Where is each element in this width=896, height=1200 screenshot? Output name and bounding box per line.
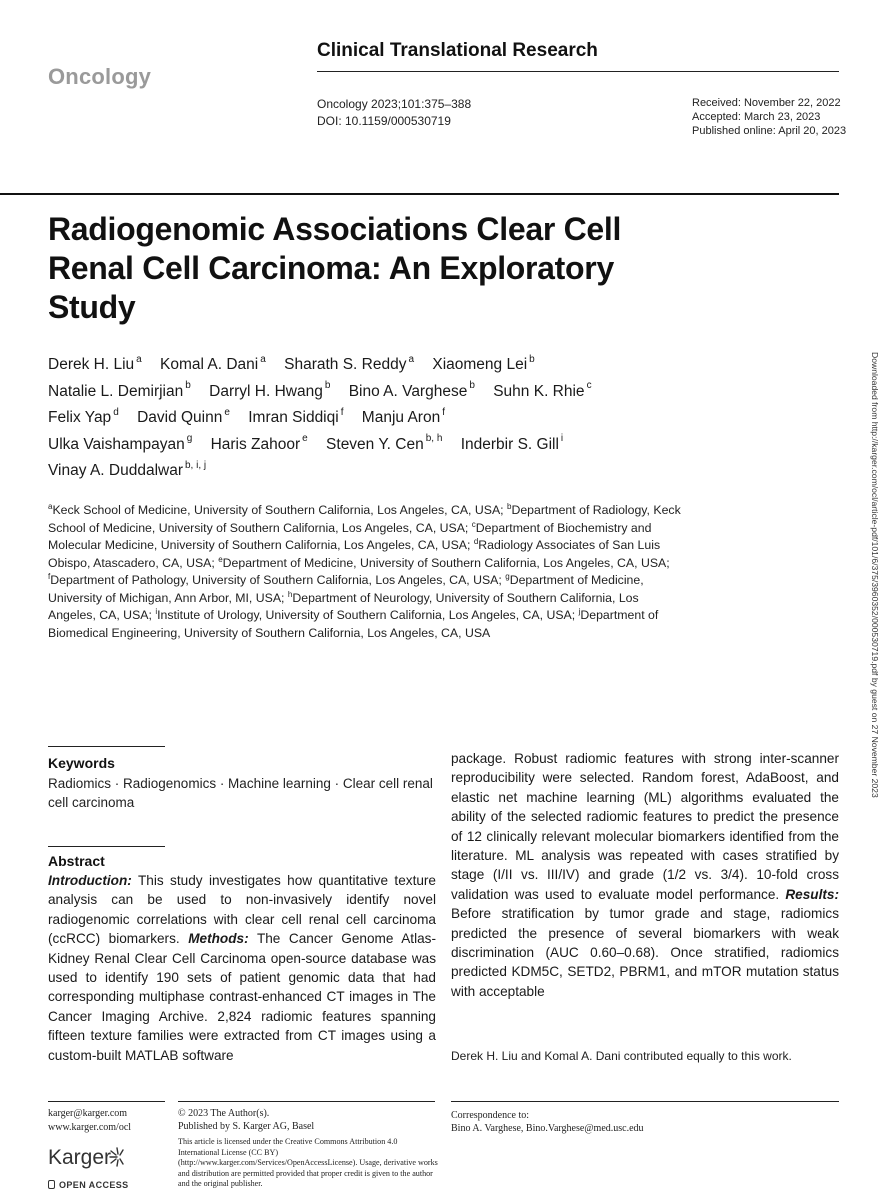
footer-rule — [451, 1101, 839, 1102]
author-list — [48, 352, 688, 485]
keywords-heading: Keywords — [48, 755, 115, 771]
author: Vinay A. Duddalwar $^{b, i, j}$ — [48, 459, 207, 479]
published-by: Published by S. Karger AG, Basel — [178, 1121, 315, 1132]
author: Derek H. Liu $^a$ — [48, 353, 142, 373]
author: Felix Yap $^d$ — [48, 406, 119, 426]
author: Darryl H. Hwang $^b$ — [209, 380, 331, 400]
abstract-heading: Abstract — [48, 853, 105, 869]
author: Haris Zahoor $^e$ — [210, 433, 308, 453]
correspondence — [451, 1109, 644, 1135]
open-access-badge: OPEN ACCESS — [48, 1180, 129, 1190]
karger-logo: Karger — [48, 1146, 112, 1169]
keywords-list: Radiomics · Radiogenomics · Machine learning · Clear cell renal cell carcinoma — [48, 776, 433, 810]
abstract-rule — [48, 846, 165, 847]
author: David Quinn $^e$ — [137, 406, 230, 426]
abstract-right-column: package. Robust radiomic features with strong inter-scanner reproducibility were selected. Random forest, AdaBoost, and elastic net machine learning (ML) algorithms evaluated the ability of the selected radiomic features to predict the presence of 12 clinically relevant molecular biomarkers identified from the literature. ML analysis was repeated with cases stratified by stage (I/II vs. III/IV) and grade (1/2 vs. 3/4). 10-fold cross validation was used to evaluate model performance. Results: Before stratification by tumor grade and stage, radiomics predicted the presence of several biomarkers with weak discrimination (AUC 0.60–0.68). Once stratified, radiomics predicted KDM5C, SETD2, PBRM1, and mTOR mutation status with acceptable — [451, 751, 839, 999]
publisher-website[interactable]: www.karger.com/ocl — [48, 1122, 132, 1133]
license-text: This article is licensed under the Creative Commons Attribution 4.0 International License (CC BY) (http://www.karger.com/Services/OpenAccessLicense). Usage, derivative works and distribution are permitted provided that proper credit is given to the author and the original publisher. — [178, 1137, 438, 1188]
correspondence-contact[interactable]: Bino A. Varghese, Bino.Varghese@med.usc.edu — [451, 1123, 644, 1134]
methods-label: Methods: — [188, 931, 249, 947]
download-side-note — [866, 352, 882, 872]
received-date: Received: November 22, 2022 — [692, 97, 841, 109]
author: Xiaomeng Lei $^b$ — [432, 353, 535, 373]
publisher-contact — [48, 1107, 131, 1135]
author: Bino A. Varghese $^b$ — [348, 380, 475, 400]
author: Suhn K. Rhie $^c$ — [493, 380, 592, 400]
author: Komal A. Dani $^a$ — [160, 353, 266, 373]
author: Manju Aron $^f$ — [361, 406, 445, 426]
author: Steven Y. Cen $^{b, h}$ — [326, 433, 443, 453]
citation-block — [317, 96, 471, 130]
journal-citation: Oncology 2023;101:375–388 — [317, 97, 472, 111]
author: Natalie L. Demirjian $^b$ — [48, 380, 191, 400]
header-rule — [317, 71, 839, 72]
accepted-date: Accepted: March 23, 2023 — [692, 111, 821, 123]
doi[interactable]: DOI: 10.1159/000530719 — [317, 114, 451, 128]
author: Imran Siddiqi $^f$ — [248, 406, 344, 426]
introduction-label: Introduction: — [48, 873, 132, 888]
keywords-rule — [48, 746, 165, 747]
contribution-note: Derek H. Liu and Komal A. Dani contributed equally to this work. — [451, 1049, 792, 1063]
author: Inderbir S. Gill $^i$ — [460, 433, 564, 453]
published-date: Published online: April 20, 2023 — [692, 125, 847, 137]
journal-logo: Oncology — [48, 64, 152, 89]
author: Sharath S. Reddy $^a$ — [284, 353, 415, 373]
karger-logo-icon — [108, 1147, 126, 1167]
article-title: Radiogenomic Associations Clear Cell Renal Cell Carcinoma: An Exploratory Study — [48, 211, 622, 325]
open-lock-icon — [48, 1180, 55, 1189]
results-label: Results: — [785, 886, 839, 902]
footer-rule — [48, 1101, 165, 1102]
affiliations: $^a$Keck School of Medicine, University of Southern California, Los Angeles, CA, USA; $^b$Department of Radiology, Keck School of Medicine, University of Southern California, Los Angeles, CA, USA; $^c$Department of Biochemistry and Molecular Medicine, University of Southern California, Los Angeles, CA, USA; $^d$Radiology Associates of San Luis Obispo, Atascadero, CA, USA; $^e$Department of Medicine, University of Southern California, Los Angeles, CA, USA; $^f$Department of Pathology, University of Southern California, Los Angeles, CA, USA; $^g$Department of Medicine, University of Michigan, Ann Arbor, MI, USA; $^h$Department of Neurology, University of Southern California, Los Angeles, CA, USA; $^i$Institute of Urology, University of Southern California, Los Angeles, CA, USA; $^j$Department of Biomedical Engineering, University of Southern California, Los Angeles, CA, USA — [48, 501, 681, 640]
publisher-email[interactable]: karger@karger.com — [48, 1108, 128, 1119]
footer-rule — [178, 1101, 435, 1102]
section-label: Clinical Translational Research — [317, 40, 598, 61]
correspondence-label: Correspondence to: — [451, 1110, 530, 1121]
license-block — [178, 1107, 438, 1190]
download-note-text: Downloaded from http://karger.com/ocl/article-pdf/101/6/375/3960352/000530719.pdf by guest on 27 November 2023 — [870, 352, 880, 798]
author: Ulka Vaishampayan $^g$ — [48, 433, 193, 453]
abstract-left-column: Introduction: This study investigates how quantitative texture analysis can be used to non-invasively identify novel radiogenomic correlations with clear cell renal cell carcinoma (ccRCC) biomarkers. Methods: The Cancer Genome Atlas-Kidney Renal Clear Cell Carcinoma open-source database was used to identify 190 sets of patient genomic data that had corresponding multiphase contrast-enhanced CT images in The Cancer Imaging Archive. 2,824 radiomic features spanning fifteen texture families were extracted from CT images using a custom-built MATLAB software — [48, 873, 436, 1063]
copyright: © 2023 The Author(s). — [178, 1108, 270, 1119]
article-dates — [692, 96, 846, 138]
title-rule — [0, 193, 839, 195]
